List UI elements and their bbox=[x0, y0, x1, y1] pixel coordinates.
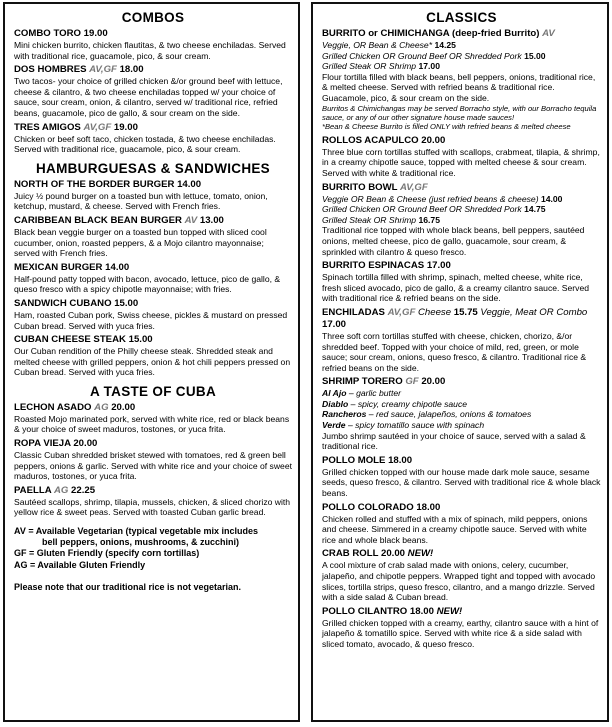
dietary-tag: AV,GF bbox=[387, 306, 416, 318]
menu-item-ropa-vieja bbox=[14, 438, 292, 482]
legend-av: AV = Available Vegetarian (typical vegetable mix includes bbox=[14, 526, 259, 537]
new-badge: NEW! bbox=[407, 548, 434, 560]
option-label: Cheese bbox=[417, 306, 452, 318]
item-option bbox=[322, 204, 601, 215]
item-description: Chicken rolled and stuffed with a mix of spinach, mild peppers, onions and cheese. Simmered in a creamy chipotle sauce. Served with white rice and whole black beans. bbox=[322, 513, 588, 545]
section-title-burgers: HAMBURGUESAS & SANDWICHES bbox=[35, 160, 270, 176]
item-name-text: POLLO CILANTRO 18.00 bbox=[322, 605, 434, 617]
legend-av-detail: bell peppers, onions, mushrooms, & zucchini) bbox=[42, 537, 240, 548]
item-name bbox=[14, 485, 292, 497]
menu-item-enchiladas bbox=[322, 307, 601, 373]
item-description: Juicy ½ pound burger on a toasted bun with lettuce, tomato, onion, ketchup, mustard, & cheese. Served with French fries. bbox=[14, 190, 268, 212]
item-name: BURRITO ESPINACAS 17.00 bbox=[322, 260, 451, 272]
option-price: 15.00 bbox=[524, 50, 546, 61]
dietary-tag: GF bbox=[405, 376, 419, 388]
option-label: Grilled Steak OR Shrimp bbox=[322, 214, 417, 225]
item-name-text: BURRITO or CHIMICHANGA (deep-fried Burrito) bbox=[322, 28, 540, 39]
item-description: Spinach tortilla filled with shrimp, spinach, melted cheese, white rice, fresh sliced avocado, pico de gallo, & a creamy cilantro sauce. Served with traditional rice & refried beans on the side. bbox=[322, 272, 590, 304]
option-price: 15.75 bbox=[453, 306, 478, 318]
item-note: *Bean & Cheese Burrito is filled ONLY with refried beans & melted cheese bbox=[322, 122, 571, 132]
menu-item-crab-roll bbox=[322, 548, 601, 602]
item-description: Flour tortilla filled with black beans, bell peppers, onions, traditional rice, & melted cheese. Served with refried beans & traditional rice. Guacamole, pico, & sour cream on the side. bbox=[322, 71, 596, 103]
dietary-tag: AV bbox=[184, 214, 198, 226]
item-name: MEXICAN BURGER 14.00 bbox=[14, 261, 130, 273]
option-label: Veggie, OR Bean & Cheese* bbox=[322, 40, 433, 50]
item-description: Three soft corn tortillas stuffed with cheese, chicken, chorizo, &/or shredded beef. Topped with your choice of mild, red, green, or mole sauce; sour cream, onions, queso fresco, & cilantro. Traditional rice & refried beans on the side. bbox=[322, 330, 587, 373]
item-name-text: DOS HOMBRES bbox=[14, 64, 87, 76]
section-title-cuba: A TASTE OF CUBA bbox=[90, 383, 216, 399]
option-price: 14.00 bbox=[540, 193, 563, 204]
menu-item-dos-hombres bbox=[14, 64, 292, 118]
item-description: Grilled chicken topped with a creamy, earthy, cilantro sauce with a hint of jalapeño & tomatillo spice. Served with white rice & a side salad with sliced tomato, avocado, & queso fresco. bbox=[322, 617, 599, 649]
sauce-option bbox=[322, 399, 601, 410]
menu-item-border-burger bbox=[14, 179, 292, 212]
item-price: 20.00 bbox=[421, 376, 446, 388]
item-description: Roasted Mojo marinated pork, served with white rice, red or black beans & your choice of sweet maduros, tostones, or yuca frita. bbox=[14, 413, 290, 435]
item-description: Grilled chicken topped with our house made dark mole sauce, sesame seeds, queso fresco, & cilantro. Served with traditional rice & whole black beans. bbox=[322, 466, 601, 499]
dietary-tag: AV,GF bbox=[89, 64, 117, 76]
item-description: Our Cuban rendition of the Philly cheese steak. Shredded steak and melted cheese with grilled peppers, onion & hot chili peppers pressed on Cuban bread. Served with yuca fries. bbox=[14, 346, 291, 378]
item-description: Black bean veggie burger on a toasted bun topped with sliced cool cucumber, onion, roasted peppers, & a Mojo cilantro mayonnaise; served with French fries. bbox=[14, 226, 267, 259]
sauce-option bbox=[322, 409, 601, 420]
option-price: 17.00 bbox=[418, 61, 440, 72]
item-name: SANDWICH CUBANO 15.00 bbox=[14, 297, 139, 309]
item-name-text: CARIBBEAN BLACK BEAN BURGER bbox=[14, 214, 182, 226]
legend-gf: GF = Gluten Friendly (specify corn tortillas) bbox=[14, 548, 200, 559]
item-name bbox=[322, 28, 601, 40]
item-price: 18.00 bbox=[119, 64, 144, 76]
dietary-tag: AV bbox=[542, 28, 555, 39]
menu-item-burrito-chimichanga bbox=[322, 28, 601, 132]
item-name: CUBAN CHEESE STEAK 15.00 bbox=[14, 334, 153, 346]
option-label: Grilled Steak OR Shrimp bbox=[322, 61, 417, 72]
item-option bbox=[322, 215, 601, 226]
item-name bbox=[322, 376, 601, 388]
option-label: Veggie, Meat OR Combo bbox=[480, 306, 588, 318]
menu-item-cuban-cheese-steak bbox=[14, 334, 292, 378]
menu-item-pollo-cilantro bbox=[322, 606, 601, 650]
section-title-combos: COMBOS bbox=[121, 10, 185, 25]
menu-item-sandwich-cubano bbox=[14, 298, 292, 331]
item-description: Jumbo shrimp sautéed in your choice of sauce, served with a salad & traditional rice. bbox=[322, 430, 586, 452]
item-description: Ham, roasted Cuban pork, Swiss cheese, pickles & mustard on pressed Cuban bread. Served with yuca fries. bbox=[14, 309, 288, 331]
option-label: Grilled Chicken OR Ground Beef OR Shredded Pork bbox=[322, 50, 522, 61]
item-name bbox=[14, 402, 292, 414]
item-description: Half-pound patty topped with bacon, avocado, lettuce, pico de gallo, & queso fresco with a spicy chipotle mayonnaise; with fries. bbox=[14, 273, 281, 295]
item-name: POLLO MOLE 18.00 bbox=[322, 454, 413, 466]
new-badge: NEW! bbox=[436, 605, 463, 617]
sauce-description: – red sauce, jalapeños, onions & tomatoes bbox=[366, 409, 532, 420]
sauce-option bbox=[322, 420, 601, 431]
dietary-tag: AV,GF bbox=[83, 121, 112, 133]
option-price: 14.75 bbox=[524, 204, 546, 215]
item-name-text: CRAB ROLL 20.00 bbox=[322, 548, 405, 560]
legend-ag: AG = Available Gluten Friendly bbox=[14, 559, 146, 570]
item-description: Mini chicken burrito, chicken flautitas, & two cheese enchiladas. Served with traditional rice, guacamole, pico, & sour cream. bbox=[14, 40, 286, 61]
sauce-name: Al Ajo bbox=[322, 388, 347, 399]
item-note: Burritos & Chimichangas may be served Borracho style, with our Borracho tequila sauce, or any of our other signature house made sauces! bbox=[322, 103, 597, 122]
left-menu-column bbox=[3, 2, 300, 722]
item-name-text: TRES AMIGOS bbox=[14, 121, 81, 133]
item-option bbox=[322, 61, 601, 72]
item-name: POLLO COLORADO 18.00 bbox=[322, 501, 441, 513]
item-description: Traditional rice topped with whole black beans, bell peppers, sautéed onions, melted cheese, pico de gallo, guacamole, sour cream, & sprinkled with cilantro & queso fresco. bbox=[322, 225, 585, 257]
menu-item-combo-toro bbox=[14, 28, 292, 61]
dietary-tag: AV,GF bbox=[400, 181, 428, 193]
item-description: A cool mixture of crab salad made with onions, celery, cucumber, jalapeño, and chipotle peppers. Wrapped tight and topped with avocado slices, tortilla strips, queso fresco, cilantro, and a mango drizzle. Served with a side salad & Cuban bread. bbox=[322, 560, 596, 603]
menu-item-black-bean-burger bbox=[14, 215, 292, 259]
item-description: Three blue corn tortillas stuffed with scallops, crabmeat, tilapia, & shrimp, in a creamy chipotle sauce, topped with melted cheese & sour cream. Served with white & traditional rice. bbox=[322, 146, 600, 178]
item-name-text: SHRIMP TORERO bbox=[322, 376, 403, 388]
right-menu-column bbox=[311, 2, 609, 722]
item-name bbox=[14, 122, 292, 134]
item-name bbox=[14, 215, 292, 227]
menu-item-paella bbox=[14, 485, 292, 518]
menu-item-mexican-burger bbox=[14, 262, 292, 295]
item-name: ROPA VIEJA 20.00 bbox=[14, 438, 98, 450]
dietary-legend bbox=[14, 526, 292, 571]
item-name-text: PAELLA bbox=[14, 484, 52, 496]
item-description: Sautéed scallops, shrimp, tilapia, mussels, chicken, & sliced chorizo with yellow rice & sweet peas. Served with toasted Cuban garlic bread. bbox=[14, 496, 291, 518]
dietary-tag: AG bbox=[94, 401, 109, 413]
sauce-name: Diablo bbox=[322, 398, 349, 409]
menu-item-tres-amigos bbox=[14, 122, 292, 155]
item-option bbox=[322, 194, 601, 205]
item-description: Chicken or beef soft taco, chicken tostada, & two cheese enchiladas. Served with traditional rice, guacamole, pico, & sour cream. bbox=[14, 133, 276, 155]
sauce-name: Rancheros bbox=[322, 409, 367, 420]
item-price: 19.00 bbox=[113, 121, 138, 133]
item-price: 22.25 bbox=[71, 484, 96, 496]
item-price: 13.00 bbox=[199, 214, 224, 226]
item-option bbox=[322, 40, 601, 51]
item-name bbox=[14, 64, 292, 76]
item-price: 20.00 bbox=[111, 401, 136, 413]
option-label: Grilled Chicken OR Ground Beef OR Shredded Pork bbox=[322, 204, 522, 215]
menu-item-pollo-mole bbox=[322, 455, 601, 499]
menu-item-burrito-espinacas bbox=[322, 260, 601, 304]
menu-item-lechon-asado bbox=[14, 402, 292, 435]
option-price: 14.25 bbox=[434, 40, 456, 50]
sauce-name: Verde bbox=[322, 420, 346, 431]
item-name bbox=[322, 606, 601, 618]
option-label: Veggie OR Bean & Cheese (just refried beans & cheese) bbox=[322, 193, 539, 204]
sauce-description: – spicy, creamy chipotle sauce bbox=[348, 398, 468, 409]
item-description: Classic Cuban shredded brisket stewed with tomatoes, red & green bell peppers, onions & garlic. Served with white rice and your choice of sweet maduros, tostones, or yuca frita. bbox=[14, 450, 293, 482]
item-description: Two tacos- your choice of grilled chicken &/or ground beef with lettuce, cheese & cilantro, & two cheese enchiladas topped w/ your choice of sauce, sour cream, onion, & cilantro, served w/ traditional rice, refried beans, guacamole, pico de gallo, & sour cream on the side. bbox=[14, 76, 283, 118]
menu-item-rollos-acapulco bbox=[322, 135, 601, 179]
sauce-description: – spicy tomatillo sauce with spinach bbox=[345, 420, 485, 431]
dietary-tag: AG bbox=[53, 484, 69, 496]
item-name: NORTH OF THE BORDER BURGER 14.00 bbox=[14, 178, 202, 190]
item-name bbox=[322, 182, 601, 194]
section-title-classics: CLASSICS bbox=[426, 10, 497, 25]
item-name-text: LECHON ASADO bbox=[14, 401, 92, 413]
item-option bbox=[322, 51, 601, 62]
sauce-option bbox=[322, 388, 601, 399]
menu-item-burrito-bowl bbox=[322, 182, 601, 258]
rice-disclaimer: Please note that our traditional rice is not vegetarian. bbox=[14, 581, 242, 592]
item-name-text: BURRITO BOWL bbox=[322, 181, 398, 193]
item-name bbox=[322, 307, 601, 331]
item-name bbox=[322, 548, 601, 560]
option-price: 16.75 bbox=[418, 214, 440, 225]
item-name-text: ENCHILADAS bbox=[322, 306, 385, 318]
option-price: 17.00 bbox=[322, 318, 347, 330]
item-name: COMBO TORO 19.00 bbox=[14, 28, 108, 39]
menu-item-pollo-colorado bbox=[322, 502, 601, 546]
menu-item-shrimp-torero bbox=[322, 376, 601, 452]
item-name: ROLLOS ACAPULCO 20.00 bbox=[322, 134, 446, 146]
sauce-description: – garlic butter bbox=[346, 388, 401, 399]
